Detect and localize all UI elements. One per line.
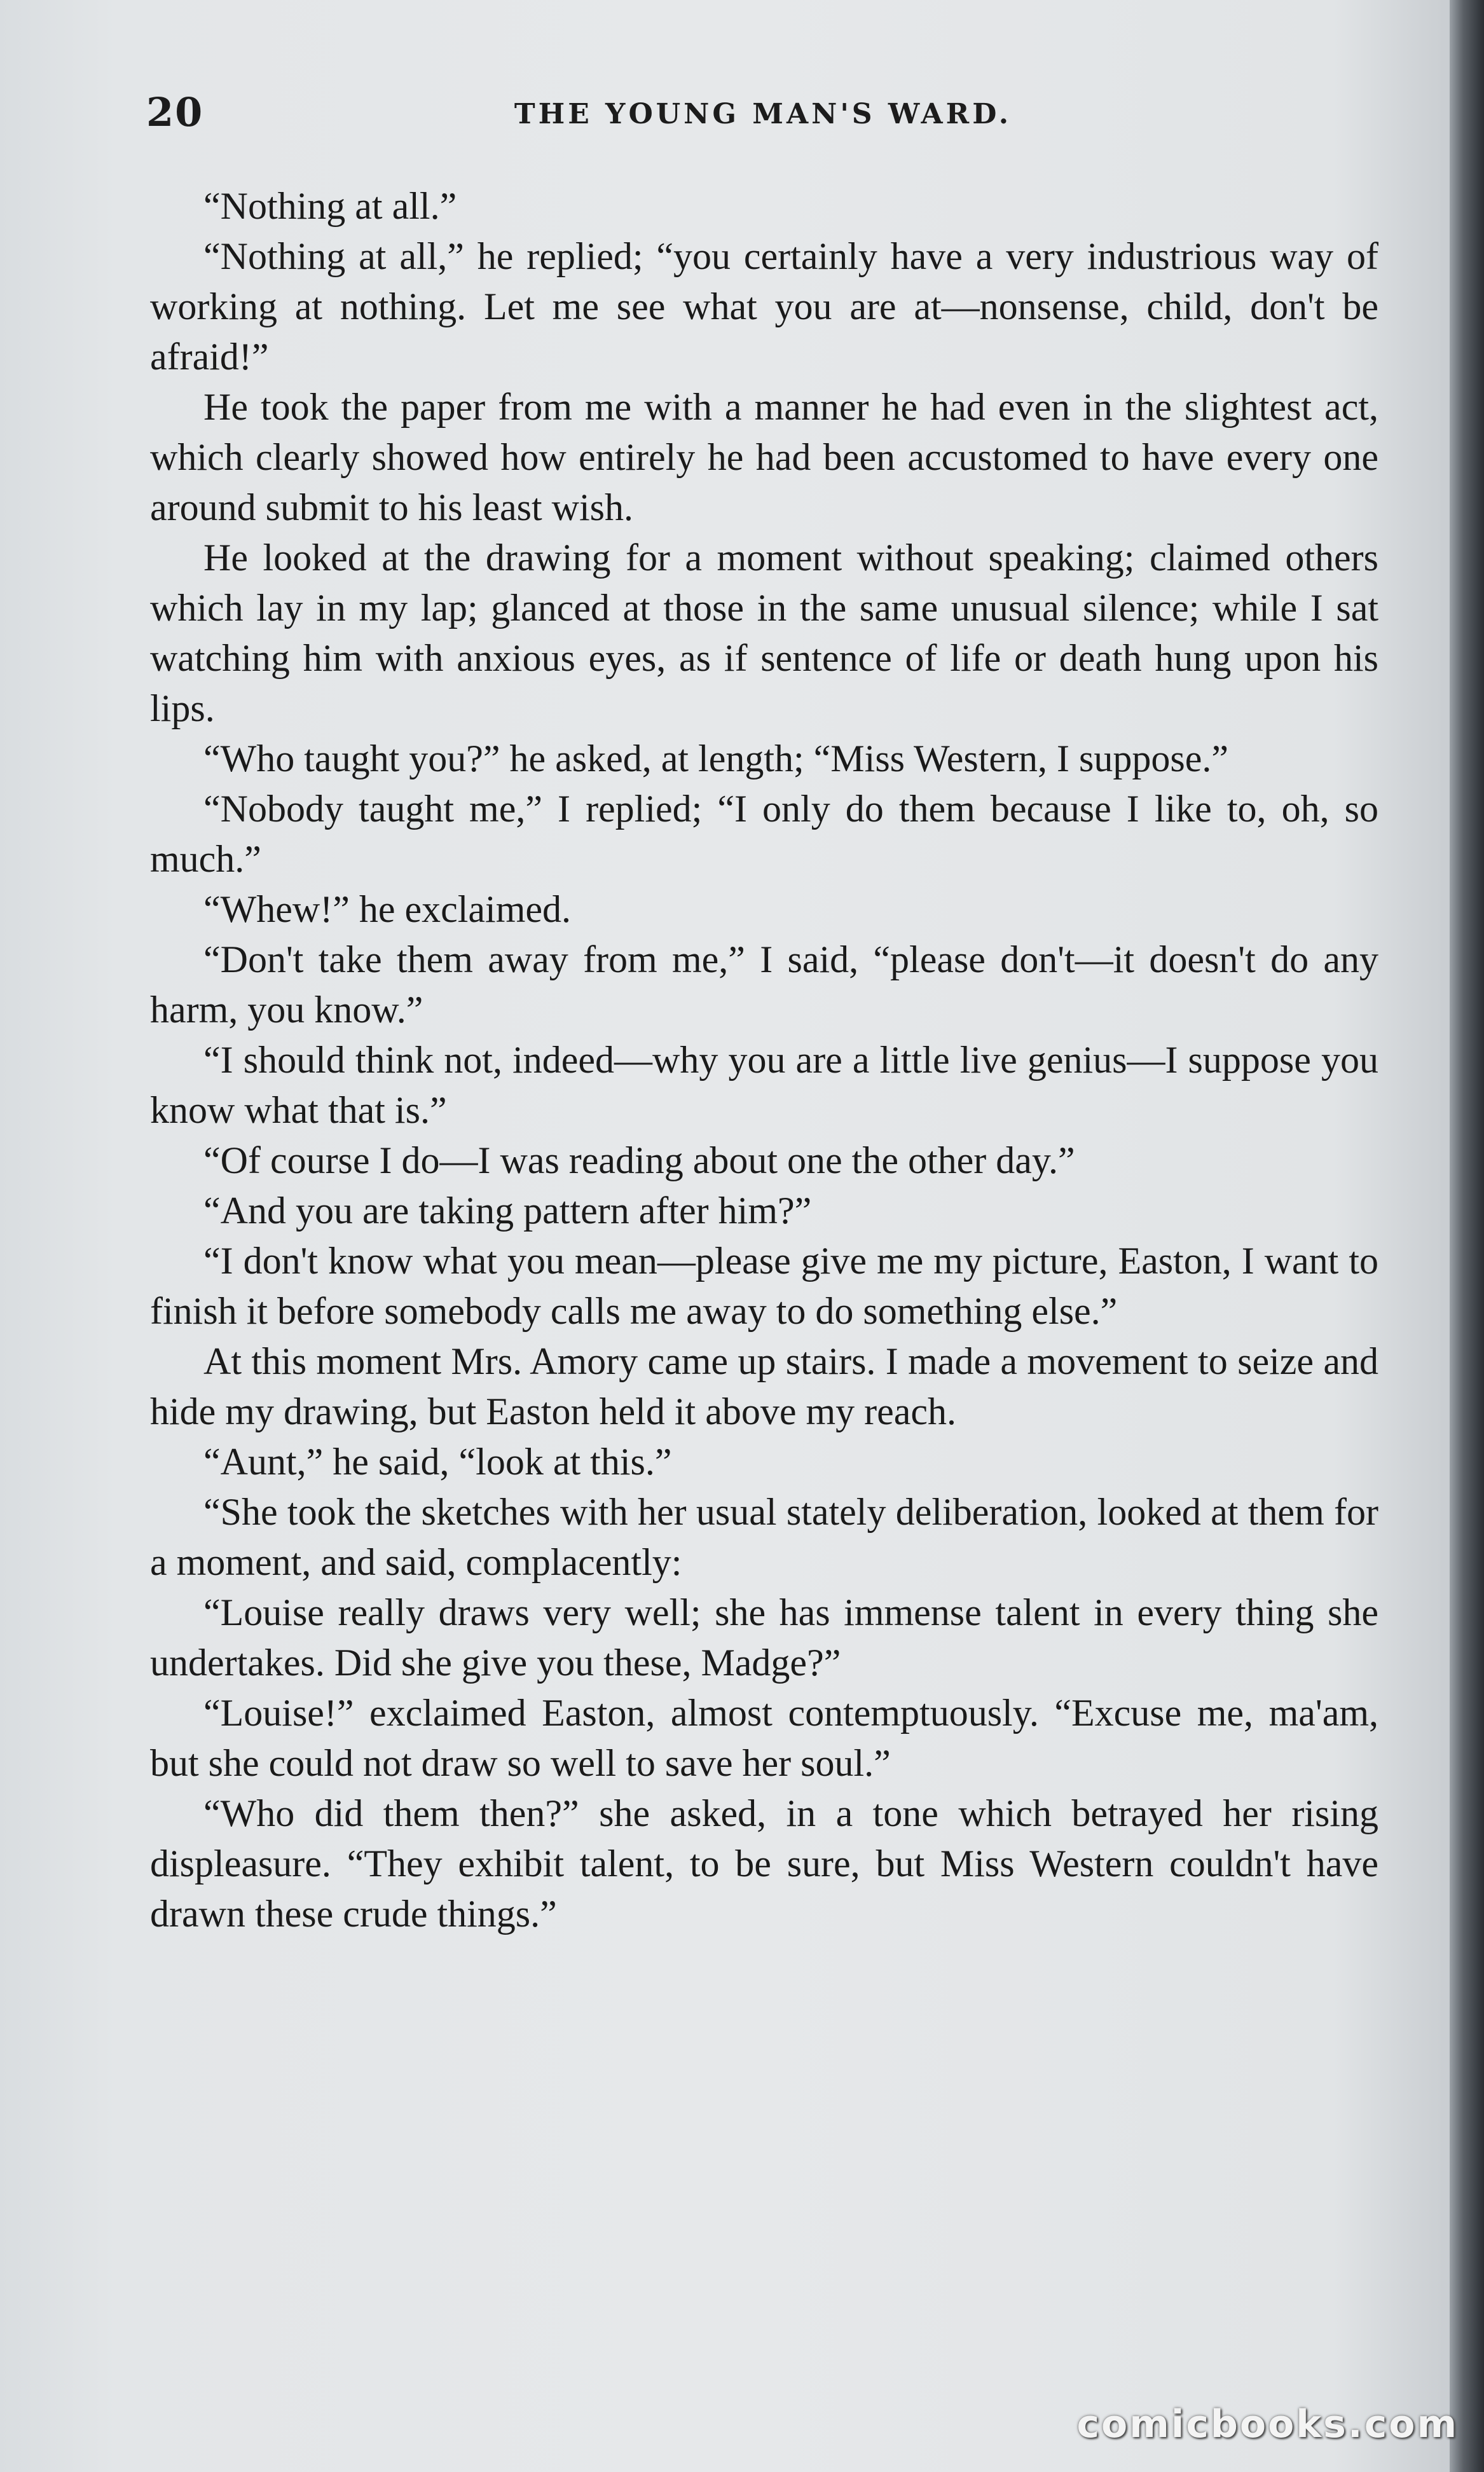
paragraph: He took the paper from me with a manner he had even in the slightest act, which clearly showed how entirely he had been accustomed to have every one around submit to his least wish. [150,386,1378,528]
paragraph: “I don't know what you mean—please give me my picture, Easton, I want to finish it before somebody calls me away to do something else.” [150,1240,1378,1332]
page-header [146,89,1380,146]
paragraph: “Nothing at all,” he replied; “you certainly have a very industrious way of working at nothing. Let me see what you are at—nonsense, child, don't be afraid!” [150,235,1378,378]
paragraph: “I should think not, indeed—why you are a little live genius—I suppose you know what that is.” [150,1039,1378,1131]
paragraph: “Who did them then?” she asked, in a tone which betrayed her rising displeasure. “They exhibit talent, to be sure, but Miss Western couldn't have drawn these crude things.” [150,1792,1378,1935]
watermark: comicbooks.com [1076,2402,1459,2447]
paragraph: “Louise!” exclaimed Easton, almost contemptuously. “Excuse me, ma'am, but she could not draw so well to save her soul.” [150,1692,1378,1784]
running-title: THE YOUNG MAN'S WARD. [514,98,1012,130]
paragraph: “Don't take them away from me,” I said, “please don't—it doesn't do any harm, you know.” [150,938,1378,1031]
paragraph: He looked at the drawing for a moment without speaking; claimed others which lay in my lap; glanced at those in the same unusual silence; while I sat watching him with anxious eyes, as if sentence of life or death hung upon his lips. [150,537,1378,729]
paragraph: “Who taught you?” he asked, at length; “Miss Western, I suppose.” [203,738,1228,779]
paragraph: At this moment Mrs. Amory came up stairs. I made a movement to seize and hide my drawing, but Easton held it above my reach. [150,1340,1378,1432]
page-number: 20 [146,89,204,135]
paragraph: “Of course I do—I was reading about one the other day.” [203,1139,1075,1181]
paragraph: “Whew!” he exclaimed. [203,888,571,930]
body-text [150,181,1378,1939]
paragraph: “She took the sketches with her usual stately deliberation, looked at them for a moment, and said, complacently: [150,1491,1378,1583]
paragraph: “Nobody taught me,” I replied; “I only do them because I like to, oh, so much.” [150,788,1378,880]
paragraph: “Nothing at all.” [203,185,457,227]
paragraph: “Louise really draws very well; she has immense talent in every thing she undertakes. Did she give you these, Madge?” [150,1591,1378,1684]
paragraph: “And you are taking pattern after him?” [203,1190,812,1232]
book-spine-edge [1450,0,1484,2472]
paragraph: “Aunt,” he said, “look at this.” [203,1441,672,1483]
